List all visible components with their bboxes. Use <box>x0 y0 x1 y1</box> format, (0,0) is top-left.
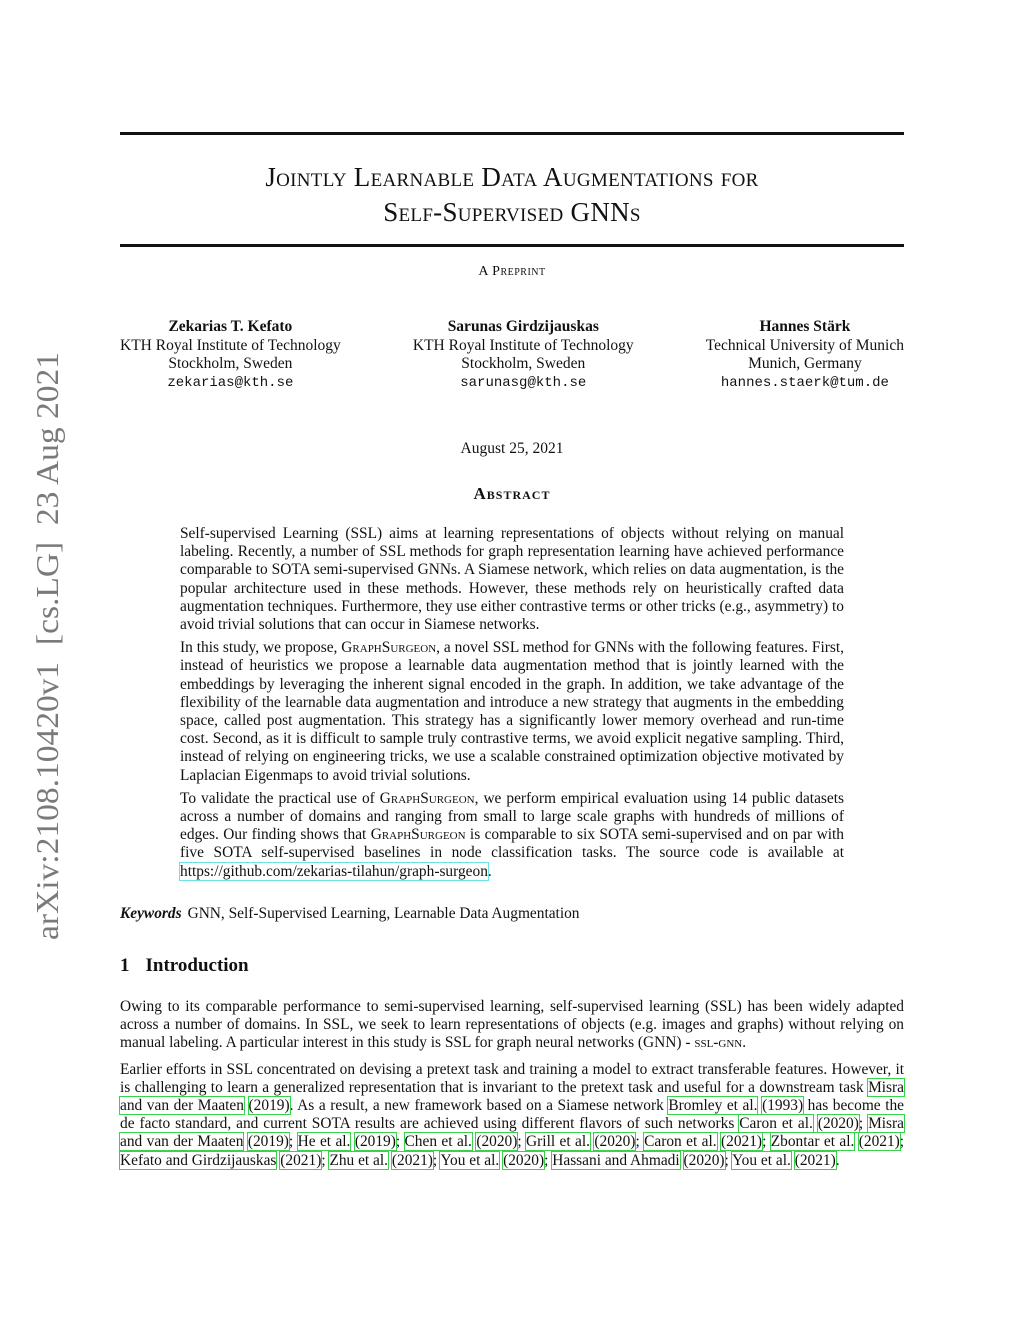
author-2 <box>413 318 634 392</box>
intro-text: Earlier efforts in SSL concentrated on devising a pretext task and training a model to extract transferable features. However, it is challenging to learn a generalized representation that is invariant to the pretext task and useful for a downstream task <box>120 1060 904 1096</box>
citation-link[interactable]: Zhu et al. <box>329 1151 389 1169</box>
publication-date: August 25, 2021 <box>460 440 564 457</box>
method-name: GraphSurgeon <box>370 826 466 844</box>
abstract-text: To validate the practical use of <box>180 789 380 807</box>
citation-year-link[interactable]: (2021) <box>794 1151 836 1169</box>
citation-separator: ; <box>321 1151 330 1169</box>
method-name: GraphSurgeon <box>379 789 475 807</box>
citation-year-link[interactable]: (2021) <box>721 1133 763 1151</box>
abstract-text: , we perform empirical evaluation using 14 public datasets across a number of domains and ranging from small to large scale graphs with hundreds of millions of edges. Our finding shows that <box>180 789 844 844</box>
citation-link[interactable]: You et al. <box>440 1151 500 1169</box>
author-name: Zekarias T. Kefato <box>168 318 293 335</box>
citation-year-link[interactable]: (1993) <box>762 1097 804 1115</box>
intro-text: . As a result, a new framework based on a Siamese network <box>289 1097 669 1115</box>
citation-separator: ; <box>635 1133 645 1151</box>
citation-link[interactable]: Kefato and Girdzijauskas <box>120 1151 277 1169</box>
source-code-link[interactable]: https://github.com/zekarias-tilahun/graph-surgeon <box>180 862 488 880</box>
citation-link[interactable]: He et al. <box>297 1133 351 1151</box>
citation-year-link[interactable]: (2021) <box>858 1133 900 1151</box>
citation-year-link[interactable]: (2020) <box>683 1151 725 1169</box>
author-affiliation: KTH Royal Institute of Technology <box>120 336 341 354</box>
citation-separator: ; <box>288 1133 298 1151</box>
citation-year-link[interactable]: (2019) <box>248 1097 290 1115</box>
citation-link[interactable]: Misra and van der Maaten <box>120 1115 905 1151</box>
citation-separator: ; <box>517 1133 527 1151</box>
method-name: GraphSurgeon <box>341 639 437 657</box>
author-location: Stockholm, Sweden <box>168 355 293 372</box>
abstract-paragraph-1: Self-supervised Learning (SSL) aims at learning representations of objects without relying on manual labeling. Recently, a number of SSL methods for graph representation learning have achieved performance comparable to SOTA semi-supervised GNNs. A Siamese network, which relies on data augmentation, is the popular architecture used in these methods. However, these methods rely on heuristically crafted data augmentation techniques. Furthermore, they use either contrastive terms or other tricks (e.g., asymmetry) to avoid trivial solutions that can occur in Siamese networks. <box>180 525 844 634</box>
citation-separator: ; <box>762 1133 771 1151</box>
citation-separator: ; <box>724 1151 733 1169</box>
citation-separator: ; <box>395 1133 405 1151</box>
abstract-text: . <box>487 862 492 880</box>
citation-link[interactable]: Hassani and Ahmadi <box>552 1151 680 1169</box>
citation-year-link[interactable]: (2019) <box>247 1133 289 1151</box>
citation-separator: ; <box>544 1151 553 1169</box>
ssl-gnn-abbrev: ssl-gnn <box>694 1034 743 1052</box>
citation-link[interactable]: Caron et al. <box>739 1115 813 1133</box>
citation-link[interactable]: Misra and van der Maaten <box>120 1078 904 1115</box>
citation-link[interactable]: Bromley et al. <box>668 1097 758 1115</box>
citation-year-link[interactable]: (2019) <box>354 1133 396 1151</box>
abstract-paragraph-2 <box>180 639 844 785</box>
author-email[interactable]: hannes.staerk@tum.de <box>720 374 889 391</box>
preprint-label: A Preprint <box>478 264 546 279</box>
citation-year-link[interactable]: (2021) <box>280 1151 322 1169</box>
author-affiliation: KTH Royal Institute of Technology <box>412 336 634 354</box>
section-heading-introduction <box>120 955 249 977</box>
arxiv-id: arXiv:2108.10420v1 [cs.LG] 23 Aug 2021 <box>29 378 65 940</box>
author-email[interactable]: zekarias@kth.se <box>167 374 294 391</box>
title-rule-top <box>120 132 904 135</box>
author-block <box>120 318 904 392</box>
title-line-1: Jointly Learnable Data Augmentations for <box>265 162 759 192</box>
title-rule-bottom <box>120 244 904 247</box>
citation-link[interactable]: Grill et al. <box>526 1133 590 1151</box>
citation-year-link[interactable]: (2020) <box>503 1151 545 1169</box>
abstract-heading: Abstract <box>473 484 551 503</box>
author-location: Stockholm, Sweden <box>461 355 586 372</box>
author-1 <box>120 318 341 392</box>
paper-title <box>120 160 904 230</box>
intro-paragraph-1 <box>120 998 904 1053</box>
citation-year-link[interactable]: (2020) <box>817 1115 859 1133</box>
introduction-body <box>120 998 904 1178</box>
author-email[interactable]: sarunasg@kth.se <box>460 374 587 391</box>
citation-year-link[interactable]: (2021) <box>391 1151 433 1169</box>
intro-paragraph-2 <box>120 1061 904 1170</box>
citation-year-link[interactable]: (2020) <box>476 1133 518 1151</box>
keywords <box>120 905 904 923</box>
intro-text: . <box>835 1151 840 1169</box>
author-affiliation: Technical University of Munich <box>705 336 904 354</box>
abstract-text: In this study, we propose, <box>180 639 342 657</box>
citation-link[interactable]: Caron et al. <box>644 1133 717 1151</box>
intro-text: has become the de facto standard, and current SOTA results are achieved using different flavors of such networks <box>120 1097 904 1133</box>
author-name: Sarunas Girdzijauskas <box>447 318 599 335</box>
citation-link[interactable]: You et al. <box>732 1151 791 1169</box>
abstract-body <box>180 525 844 886</box>
abstract-text: is comparable to six SOTA semi-supervised and on par with five SOTA self-supervised baselines in node classification tasks. The source code is available at <box>180 826 844 862</box>
keywords-value: GNN, Self-Supervised Learning, Learnable Data Augmentation <box>187 905 580 922</box>
author-name: Hannes Stärk <box>759 318 851 335</box>
section-number: 1 <box>120 955 130 976</box>
author-location: Munich, Germany <box>748 355 862 372</box>
section-title: Introduction <box>145 955 249 976</box>
citation-separator: ; <box>432 1151 441 1169</box>
abstract-paragraph-3 <box>180 790 844 881</box>
author-3 <box>706 318 904 392</box>
keywords-label: Keywords <box>120 905 182 922</box>
arxiv-stamp <box>28 350 68 940</box>
citation-year-link[interactable]: (2020) <box>594 1133 636 1151</box>
title-line-2: Self-Supervised GNNs <box>383 197 641 227</box>
citation-separator: ; <box>899 1133 905 1151</box>
abstract-text: , a novel SSL method for GNNs with the following features. First, instead of heuristics we propose a learnable data augmentation method that is jointly learned with the embeddings by leveraging the inherent signal encoded in the graph. In addition, we take advantage of the flexibility of the learnable data augmentation and introduce a new strategy that augments in the embedding space, called post augmentation. This strategy has a significantly lower memory overhead and run-time cost. Second, as it is difficult to sample truly contrastive terms, we avoid explicit negative sampling. Third, instead of relying on engineering tricks, we use a scalable constrained optimization objective motivated by Laplacian Eigenmaps to avoid trivial solutions. <box>180 639 844 784</box>
citation-separator: ; <box>858 1115 869 1133</box>
citation-link[interactable]: Zbontar et al. <box>770 1133 855 1151</box>
intro-text: . <box>742 1034 747 1052</box>
intro-text: Owing to its comparable performance to semi-supervised learning, self-supervised learning (SSL) has been widely adapted across a number of domains. In SSL, we seek to learn representations of objects (e.g. images and graphs) without relying on manual labeling. A particular interest in this study is SSL for graph neural networks (GNN) - <box>120 998 904 1052</box>
citation-link[interactable]: Chen et al. <box>404 1133 472 1151</box>
